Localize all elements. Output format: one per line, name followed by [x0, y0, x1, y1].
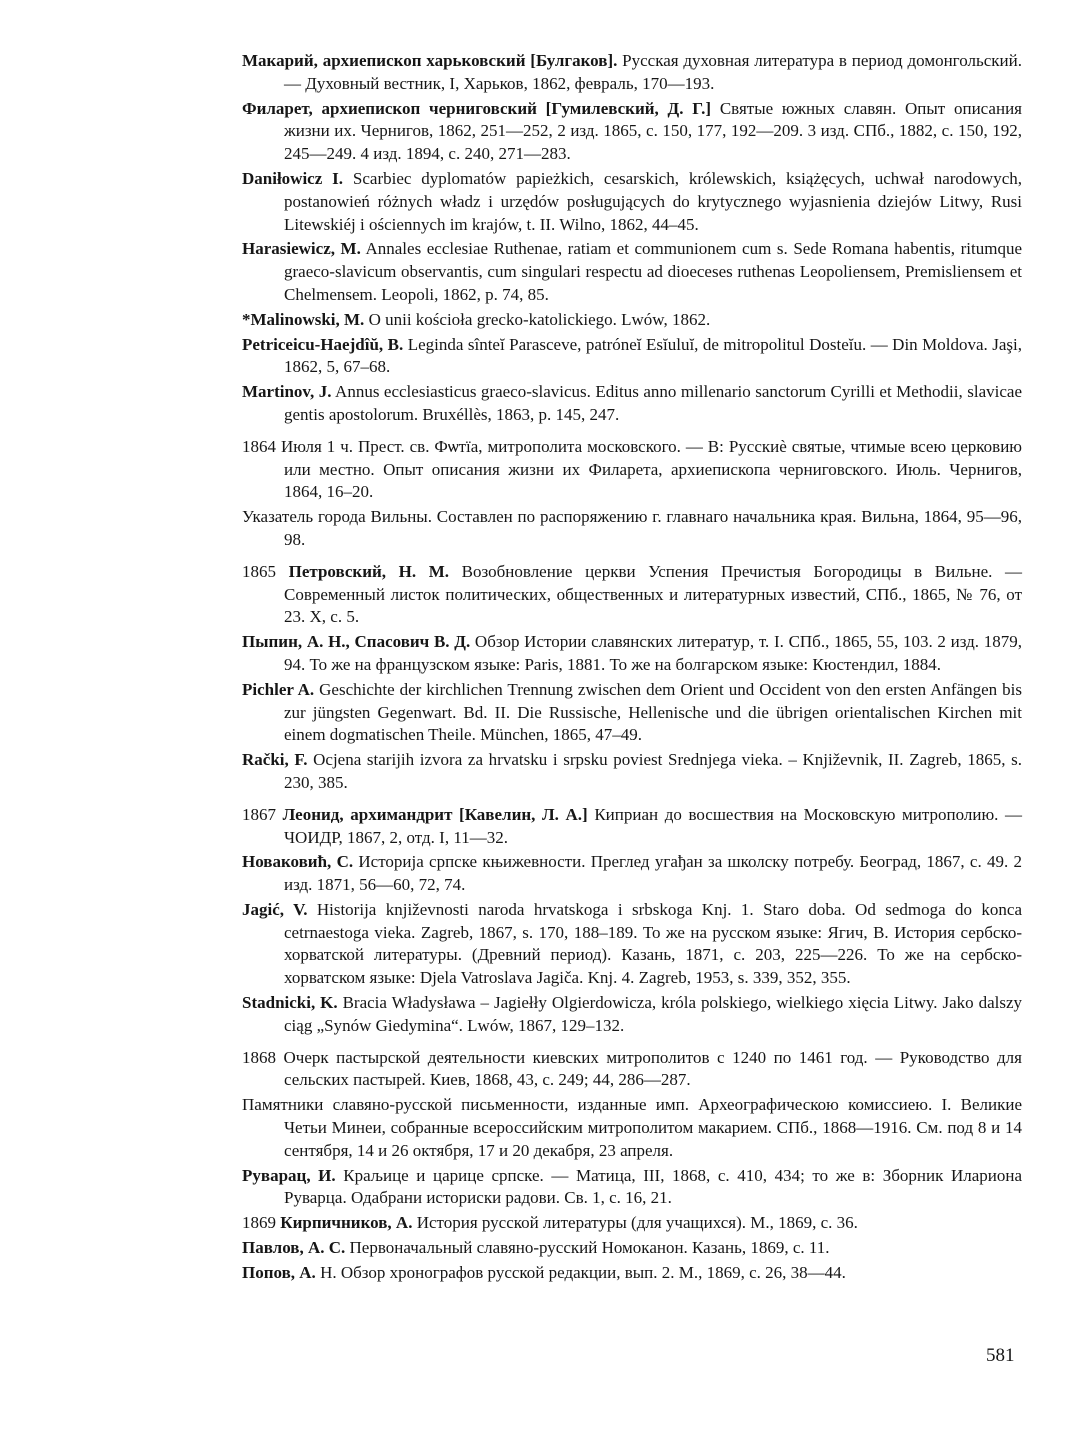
entry-13: Rački, F. Ocjena starijih izvora za hrvatsku i srpsku poviest Srednjega vieka. – Književnik, II. Zagreb, 1865, s. 230, 385.	[242, 750, 1022, 792]
entry-10: 1865 Петровский, Н. М. Возобновление церкви Успения Пречистыя Богородицы в Вильне. — Современный листок политических, общественных и литературных известий, СПб., 1865, № 76, от 23. X, с. 5.	[242, 561, 1022, 627]
entry-15: Новаковић, С. Историја српске књижевности. Преглед угађан за школску потребу. Београд, 1867, с. 49. 2 изд. 1871, 56—60, 72, 74.	[242, 852, 1022, 895]
bibliography-list	[242, 50, 1022, 1287]
entry-21: 1869 Кирпичников, А. История русской литературы (для учащихся). М., 1869, с. 36.	[242, 1213, 858, 1233]
entry-1: Макарий, архиепископ харьковский [Булгаков]. Русская духовная литература в период домонгольский. — Духовный вестник, I, Харьков, 1862, февраль, 170—193.	[242, 51, 1022, 93]
entry-18: 1868 Очерк пастырской деятельности киевских митрополитов с 1240 по 1461 год. — Руководство для сельских пастырей. Киев, 1868, 43, с. 249; 44, 286—287.	[242, 1047, 1022, 1090]
entry-12: Pichler A. Geschichte der kirchlichen Trennung zwischen dem Orient und Occident von den ersten Anfängen bis zur jüngsten Gegenwart. Bd. II. Die Russische, Hellenische und die übrigen orientalischen Kirchen mit einem dogmatischen Theile. München, 1865, 47–49.	[242, 679, 1022, 745]
entry-7: Martinov, J. Annus ecclesiasticus graeco-slavicus. Editus anno millenario sanctorum Cyrilli et Methodii, slavicae gentis apostolorum. Bruxéllès, 1863, p. 145, 247.	[242, 382, 1022, 424]
page-number: 581	[986, 1345, 1015, 1366]
entry-14: 1867 Леонид, архимандрит [Кавелин, Л. А.] Киприан до восшествия на Московскую митрополию. — ЧОИДР, 1867, 2, отд. I, 11—32.	[242, 804, 1022, 847]
entry-2: Филарет, архиепископ черниговский [Гумилевский, Д. Г.] Святые южных славян. Опыт описания жизни их. Чернигов, 1862, 251—252, 2 изд. 1865, с. 150, 177, 192—209. 3 изд. СПб., 1882, с. 150, 192, 245—249. 4 изд. 1894, с. 240, 271—283.	[242, 98, 1022, 164]
entry-20: Руварац, И. Краљице и царице српске. — Матица, III, 1868, с. 410, 434; то же в: Зборник Илариона Руварца. Одабрани историски радови. Св. 1, с. 16, 21.	[242, 1165, 1022, 1208]
entry-16: Jagić, V. Historija književnosti naroda hrvatskoga i srbskoga Knj. 1. Staro doba. Od sedmoga do konca cetrnaestoga vieka. Zagreb, 1867, s. 170, 188–189. То же на русском языке: Ягич, В. История сербско-хорватской литературы. (Древний период). Казань, 1871, с. 203, 225—226. То же на сербско-хорватском языке: Djela Vatroslava Jagiča. Knj. 4. Zagreb, 1953, s. 339, 352, 355.	[242, 899, 1023, 988]
entry-6: Petriceicu-Haejdîŭ, B. Leginda sînteĭ Parasceve, patróneĭ Esĭuluĭ, de mitropolitul Dosteĭu. — Din Moldova. Jaşi, 1862, 5, 67–68.	[242, 334, 1022, 377]
entry-23: Попов, А. Н. Обзор хронографов русской редакции, вып. 2. М., 1869, с. 26, 38—44.	[242, 1262, 846, 1282]
entry-5: *Malinowski, M. O unii kościoła grecko-katolickiego. Lwów, 1862.	[242, 309, 711, 329]
entry-19: Памятники славяно-русской письменности, изданные имп. Археографическою комиссиею. I. Великие Четьи Минеи, собранные всероссийским митрополитом макарием. СПб., 1868—1916. См. под 8 и 14 сентября, 14 и 26 октября, 17 и 20 декабря, 23 апреля.	[242, 1095, 1022, 1160]
entry-9: Указатель города Вильны. Составлен по распоряжению г. главнаго начальника края. Вильна, 1864, 95—96, 98.	[242, 507, 1022, 549]
entry-4: Harasiewicz, M. Annales ecclesiae Ruthenae, ratiam et communionem cum s. Sede Romana habentis, ritumque graeco-slavicum observantis, cum singulari respectu ad dioeceses ruthenas Leopoliensem, Premisliensem et Chelmensem. Leopoli, 1862, p. 74, 85.	[242, 239, 1022, 304]
entry-11: Пыпин, А. Н., Спасович В. Д. Обзор Истории славянских литератур, т. I. СПб., 1865, 55, 103. 2 изд. 1879, 94. То же на французском языке: Paris, 1881. То же на болгарском языке: Кюстендил, 1884.	[242, 632, 1022, 674]
entry-17: Stadnicki, K. Bracia Władysława – Jagiełły Olgierdowicza, króla polskiego, wielkiego xięcia Litwy. Jako dalszy ciąg „Synów Giedymina“. Lwów, 1867, 129–132.	[242, 993, 1022, 1035]
entry-8: 1864 Июля 1 ч. Прест. св. Фѡтїа, митрополита московского. — В: Русскиѐ святые, чтимые всею церковию или местно. Опыт описания жизни их Филарета, архиепископа черниговского. Июль. Чернигов, 1864, 16–20.	[242, 436, 1022, 502]
entry-22: Павлов, А. С. Первоначальный славяно-русский Номоканон. Казань, 1869, с. 11.	[242, 1238, 830, 1258]
entry-3: Daniłowicz I. Scarbiec dyplomatów papieżkich, cesarskich, królewskich, książęcych, uchwał narodowych, postanowień różnych władz i urzędów posługujących do krytycznego wyjasnienia dziejów Litwy, Rusi Litewskiéj i ościennych im krajów, t. II. Wilno, 1862, 44–45.	[242, 168, 1022, 234]
